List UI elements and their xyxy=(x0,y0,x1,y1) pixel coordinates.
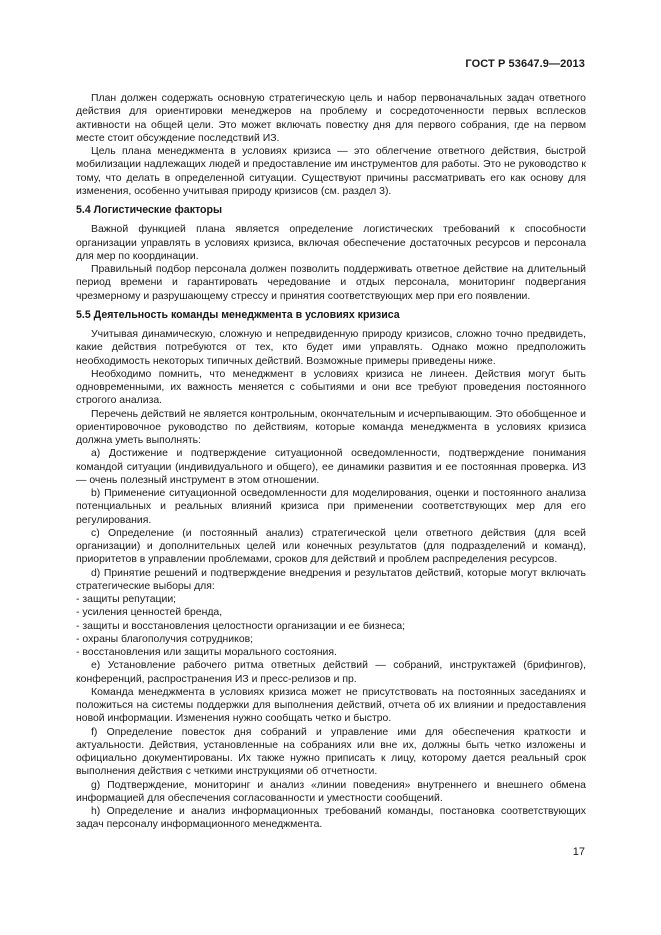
paragraph: Цель плана менеджмента в условиях кризиса — это облегчение ответного действия, быстрой мобилизации надлежащих людей и предоставление им инструментов для работы. Это не руководство к тому, что делать в определенной ситуации. Существуют причины рассматривать его как основу для изменения, особенно учитывая природу кризисов (см. раздел 3). xyxy=(76,146,586,197)
list-item-h: h) Определение и анализ информационных требований команды, постановка соответствующих задач персоналу информационного менеджмента. xyxy=(76,806,586,831)
paragraph: Учитывая динамическую, сложную и непредвиденную природу кризисов, сложно точно предвидеть, какие действия потребуются от тех, кто будет ими управлять. Однако можно предположить необходимость некоторых типичных действий. Возможные примеры приведены ниже. xyxy=(76,329,586,367)
paragraph: Важной функцией плана является определение логистических требований к способности организации управлять в условиях кризиса, включая обеспечение достаточных ресурсов и персонала для мер по координации. xyxy=(76,224,586,262)
page-number: 17 xyxy=(572,846,585,858)
paragraph: Необходимо помнить, что менеджмент в условиях кризиса не линеен. Действия могут быть одновременными, их важность меняется с событиями и они все требуют проведения постоянного строгого анализа. xyxy=(76,368,586,407)
bullet-item: - охраны благополучия сотрудников; xyxy=(76,633,254,645)
paragraph: Перечень действий не является контрольным, окончательным и исчерпывающим. Это обобщенное и ориентировочное руководство по действиям, которые команда менеджмента в условиях кризиса должна уметь выполнять: xyxy=(76,408,586,446)
bullet-item: - защиты и восстановления целостности организации и ее бизнеса; xyxy=(76,620,406,632)
list-item-g: g) Подтверждение, мониторинг и анализ «линии поведения» внутреннего и внешнего обмена информацией для обеспечения согласованности и уместности сообщений. xyxy=(76,779,586,804)
list-item-b: b) Применение ситуационной осведомленности для моделирования, оценки и постоянного анализа потенциальных и реальных влияний кризиса при применении соответствующих мер для его регулирования. xyxy=(76,488,586,526)
bullet-item: - восстановления или защиты морального состояния. xyxy=(76,647,337,658)
paragraph: Команда менеджмента в условиях кризиса может не присутствовать на постоянных заседаниях и положиться на системы поддержки для выполнения действий, отчета об их влиянии и предоставления новой информации. Изменения нужно сообщать четко и быстро. xyxy=(76,686,586,725)
list-item-c: c) Определение (и постоянный анализ) стратегической цели ответного действия (для всей организации) и дополнительных целей или конечных результатов (для подразделений и команд), приоритетов в управлении проблемами, сроков для действий и проблем распределения ресурсов. xyxy=(76,527,586,566)
section-heading-5-5: 5.5 Деятельность команды менеджмента в условиях кризиса xyxy=(76,308,400,321)
paragraph: Правильный подбор персонала должен позволить поддерживать ответное действие на длительный период времени и гарантировать чередование и отдых персонала, мониторинг подвергания чрезмерному и разрушающему стрессу и принятия соответствующих мер при его появлении. xyxy=(76,264,586,302)
paragraph: План должен содержать основную стратегическую цель и набор первоначальных задач ответного действия для ориентировки менеджеров на проблему и сосредоточенности первых всплесков активности на общей цели. Это может включать повестку дня для первого собрания, где на первом месте стоит обсуждение последствий ИЗ. xyxy=(76,93,586,144)
list-item-f: f) Определение повесток дня собраний и управление ими для обеспечения краткости и актуальности. Действия, установленные на собраниях или вне их, должны быть четко изложены и официально документированы. Их также нужно приписать к лицу, которому дается реальный срок выполнения действия с четкими инструкциями об отчетности. xyxy=(76,726,586,778)
list-item-e: e) Установление рабочего ритма ответных действий — собраний, инструктажей (брифингов), конференций, распространения ИЗ и пресс-релизов и пр. xyxy=(76,660,586,685)
list-item-d: d) Принятие решений и подтверждение внедрения и результатов действий, которые могут включать стратегические выборы для: xyxy=(76,567,586,592)
standard-header: ГОСТ Р 53647.9—2013 xyxy=(465,58,585,70)
section-heading-5-4: 5.4 Логистические факторы xyxy=(76,204,223,216)
list-item-a: a) Достижение и подтверждение ситуационной осведомленности, подтверждение понимания командой ситуации (индивидуального и общего), ее динамики развития и ее постоянная проверка. ИЗ — очень полезный инструмент в этом отношении. xyxy=(76,448,586,486)
bullet-item: - усиления ценностей бренда, xyxy=(76,607,223,619)
bullet-item: - защиты репутации; xyxy=(76,594,177,605)
page-content xyxy=(76,92,586,832)
